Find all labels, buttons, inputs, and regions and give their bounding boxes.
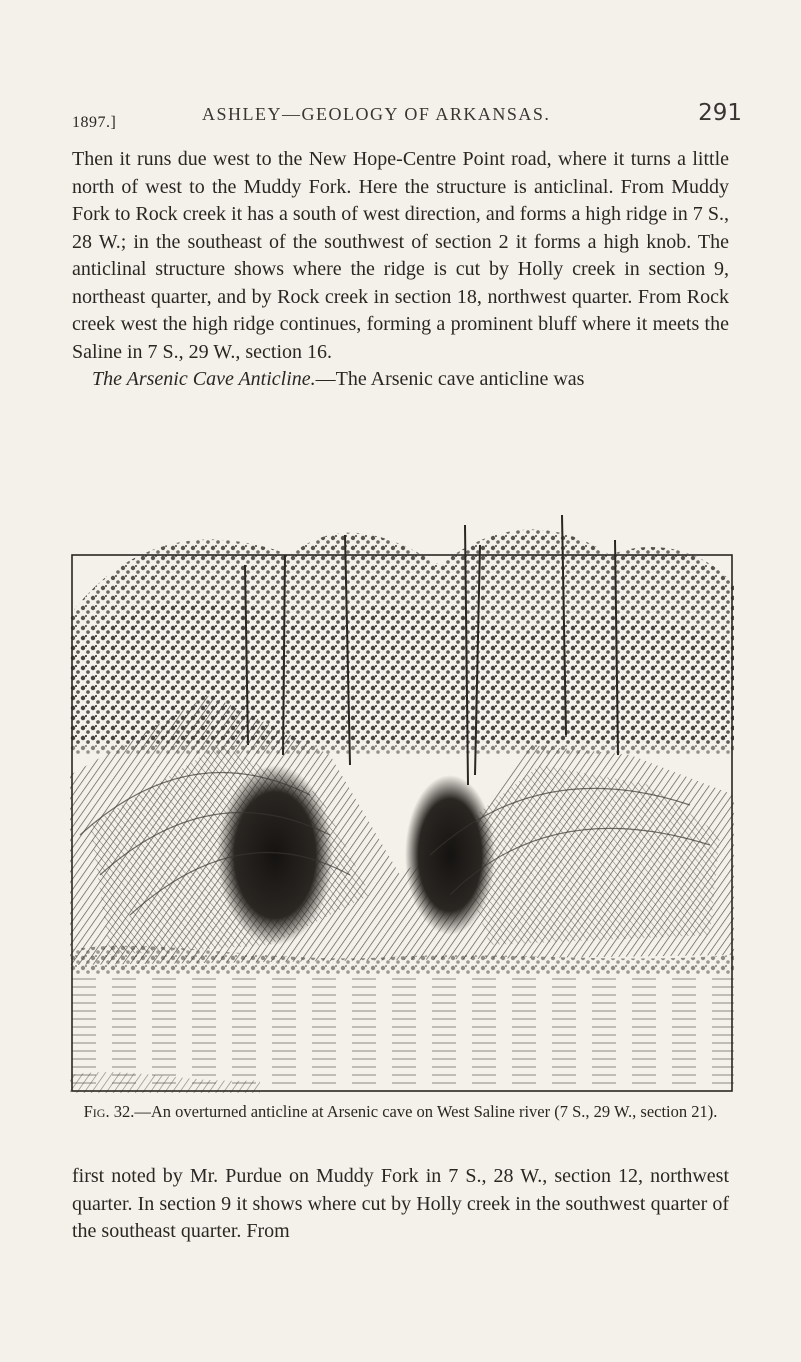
paragraph-continued: first noted by Mr. Purdue on Muddy Fork in 7 S., 28 W., section 12, northwest quarter. In section 9 it shows where cut by Holly creek in the southwest quarter of the southeast quarter. From — [72, 1165, 729, 1242]
body-text-top — [72, 146, 729, 394]
figure-caption-text: —An overturned anticline at Arsenic cave on West Saline river (7 S., 29 W., section 21). — [134, 1102, 718, 1121]
paragraph-continuation: Then it runs due west to the New Hope-Centre Point road, where it turns a little north of west to the Muddy Fork. Here the structure is anticlinal. From Muddy Fork to Rock creek it has a south of west direction, and forms a high ridge in 7 S., 28 W.; in the southeast of the southwest of section 2 it forms a high knob. The anticlinal structure shows where the ridge is cut by Holly creek in section 9, northeast quarter, and by Rock creek in section 18, northwest quarter. From Rock creek west the high ridge continues, forming a prominent bluff where it meets the Saline in 7 S., 29 W., section 16. — [72, 148, 729, 363]
figure-caption — [72, 1100, 729, 1124]
figure-illustration — [70, 495, 734, 1093]
engraving-overturned-anticline — [70, 495, 734, 1093]
section-heading: The Arsenic Cave Anticline. — [92, 368, 316, 390]
body-text-bottom — [72, 1163, 729, 1246]
section-paragraph — [72, 366, 729, 394]
section-text: —The Arsenic cave anticline was — [315, 368, 585, 390]
running-head — [72, 100, 742, 134]
header-year: 1897.] — [72, 114, 117, 131]
figure-label: Fig. 32. — [83, 1102, 135, 1121]
page-number: 291 — [698, 100, 742, 126]
header-title: ASHLEY—GEOLOGY OF ARKANSAS. — [202, 104, 551, 124]
